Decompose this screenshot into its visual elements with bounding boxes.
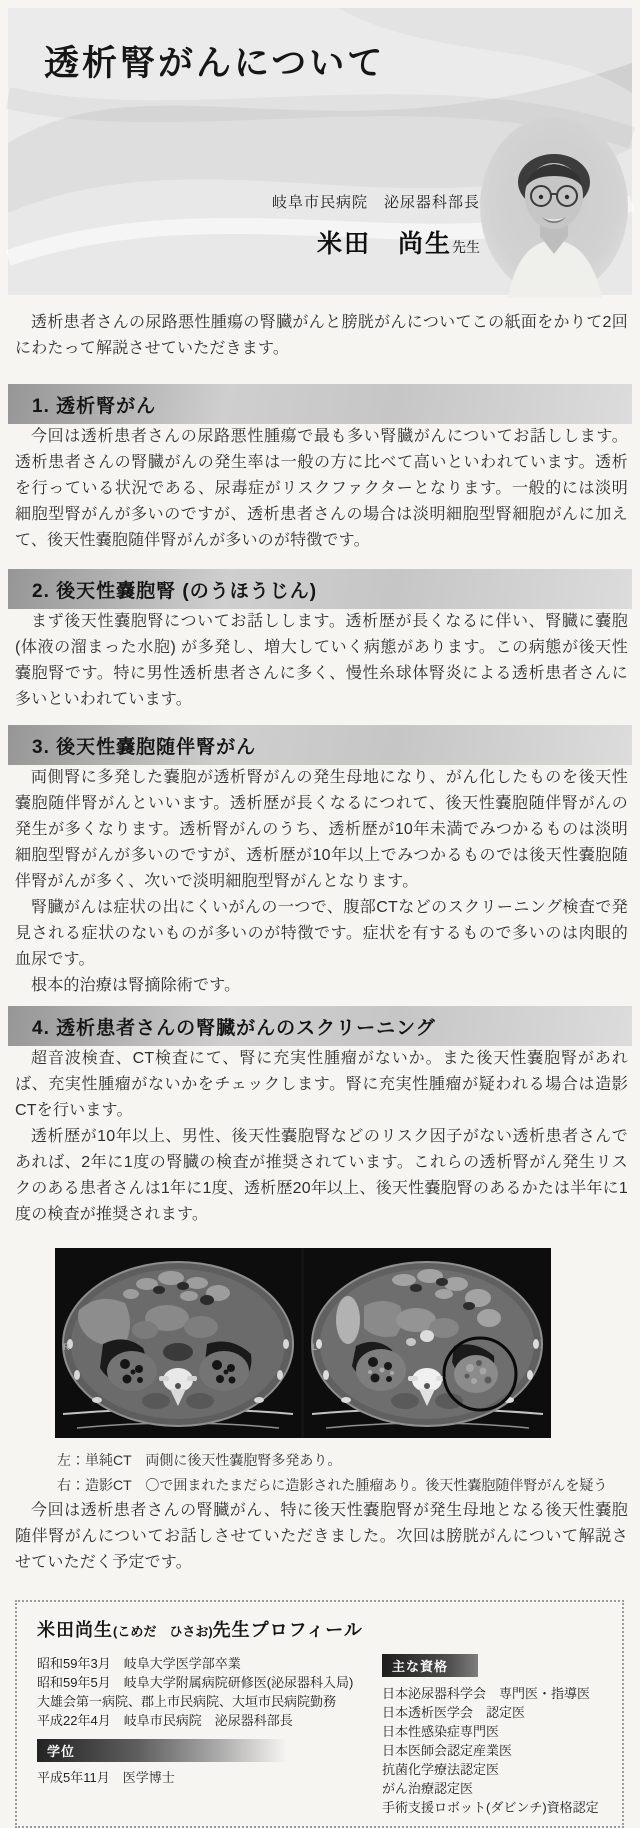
section3-paragraph-3: 根本的治療は腎摘除術です。	[31, 977, 241, 994]
profile-name-kana: (こめだ ひさお)	[113, 1624, 213, 1639]
section3-paragraph-2: 腎臓がんは症状の出にくいがんの一つで、腹部CTなどのスクリーニング検査で発見される症状のないものが多いのが特徴です。症状を有するもので多いのは肉眼的血尿です。	[15, 899, 628, 968]
profile-title-suffix: 先生プロフィール	[212, 1620, 363, 1640]
byline-block	[272, 191, 480, 260]
qualification-row: 日本性感染症専門医	[382, 1724, 500, 1739]
caption-left-ct: 左：単純CT 両側に後天性嚢胞腎多発あり。	[57, 1452, 342, 1468]
ct-side-label-left: L	[312, 1342, 318, 1352]
qualification-row: がん治療認定医	[382, 1781, 474, 1796]
ct-image-contrast	[304, 1248, 551, 1438]
doctor-profile-box	[15, 1600, 624, 1828]
qualification-row: 日本泌尿器科学会 専門医・指導医	[382, 1686, 591, 1701]
career-row: 平成22年4月 岐阜市民病院 泌尿器科部長	[37, 1713, 293, 1728]
degree-label-bar: 学位	[37, 1739, 287, 1762]
qualification-row: 日本透析医学会 認定医	[382, 1705, 526, 1720]
section3-paragraph-1: 両側腎に多発した嚢胞が透析腎がんの発生母地になり、がん化したものを後天性嚢胞随伴腎がんといいます。透析歴が長くなるにつれて、後天性嚢胞随伴腎がんの発生が多くなります。透析腎がんのうち、透析歴が10年未満でみつかるものは淡明細胞型腎がんが多いのですが、透析歴が10年以上でみつかるものでは後天性嚢胞随伴腎がんが多く、次いで淡明細胞型腎がんとなります。	[15, 769, 628, 890]
section-heading-4: 4. 透析患者さんの腎臓がんのスクリーニング	[8, 1006, 632, 1046]
doctor-name: 米田 尚生先生	[316, 230, 480, 258]
career-row: 昭和59年3月 岐阜大学医学部卒業	[37, 1656, 241, 1671]
qualifications-label-bar: 主な資格	[382, 1654, 478, 1677]
article-body	[15, 310, 628, 1828]
section4-paragraph-2: 透析歴が10年以上、男性、後天性嚢胞腎などのリスク因子がない透析患者さんであれば、2年に1度の腎臓の検査が推奨されています。これらの透析腎がん発生リスクのある患者さんは1年に1度、透析歴20年以上、後天性嚢胞腎のあるかたは半年に1度の検査が推奨されます。	[15, 1128, 628, 1223]
closing-paragraph: 今回は透析患者さんの腎臓がん、特に後天性嚢胞腎が発生母地となる後天性嚢胞随伴腎がんについてお話しさせていただきました。次回は膀胱がんについて解説させていただく予定です。	[15, 1502, 628, 1571]
qualification-row: 日本医師会認定産業医	[382, 1743, 513, 1758]
profile-qualifications-column	[382, 1654, 606, 1817]
doctor-affiliation: 岐阜市民病院 泌尿器科部長	[271, 194, 480, 211]
intro-paragraph: 透析患者さんの尿路悪性腫瘍の腎臓がんと膀胱がんについてこの紙面をかりて2回にわたって解説させていただきます。	[15, 314, 628, 357]
figure-captions	[57, 1448, 628, 1498]
hero-header	[8, 8, 632, 295]
section1-paragraph: 今回は透析患者さんの尿路悪性腫瘍で最も多い腎臓がんについてお話しします。透析患者さんの腎臓がんの発生率は一般の方に比べて高いといわれています。透析を行っている状況である、尿毒症がリスクファクターとなります。一般的には淡明細胞型腎がんが多いのですが、透析患者さんの場合は淡明細胞型腎細胞がんに加えて、後天性嚢胞随伴腎がんが多いのが特徴です。	[15, 428, 628, 549]
career-row: 昭和59年5月 岐阜大学附属病院研修医(泌尿器科入局)	[37, 1675, 354, 1690]
section2-paragraph: まず後天性嚢胞腎についてお話しします。透析歴が長くなるに伴い、腎臓に嚢胞 (体液の溜まった水胞) が多発し、増大していく病態があります。この病態が後天性嚢胞腎です。特に男性透析患者さんに多く、慢性糸球体腎炎による透析患者さんに多いといわれています。	[15, 613, 628, 708]
profile-career-column	[37, 1654, 382, 1817]
profile-title	[37, 1616, 606, 1642]
page-title: 透析腎がんについて	[44, 44, 386, 83]
career-row: 大雄会第一病院、郡上市民病院、大垣市民病院勤務	[37, 1694, 337, 1709]
profile-name: 米田尚生	[37, 1620, 113, 1640]
ct-side-label-right: R	[63, 1342, 70, 1352]
section-heading-2: 2. 後天性嚢胞腎 (のうほうじん)	[8, 569, 632, 609]
qualification-row: 抗菌化学療法認定医	[382, 1762, 500, 1777]
ct-image-plain	[55, 1248, 301, 1438]
section-heading-1: 1. 透析腎がん	[8, 384, 632, 424]
degree-row: 平成5年11月 医学博士	[37, 1770, 175, 1785]
ct-scan-figure	[55, 1248, 551, 1438]
doctor-portrait-photo	[478, 114, 630, 298]
qualification-row: 手術支援ロボット(ダビンチ)資格認定	[382, 1800, 599, 1815]
profile-columns	[37, 1654, 606, 1817]
section-heading-3: 3. 後天性嚢胞随伴腎がん	[8, 725, 632, 765]
caption-right-ct: 右：造影CT 〇で囲まれたまだらに造影された腫瘤あり。後天性嚢胞随伴腎がんを疑う	[57, 1477, 608, 1493]
doctor-honorific: 先生	[452, 239, 480, 255]
section4-paragraph-1: 超音波検査、CT検査にて、腎に充実性腫瘤がないか。また後天性嚢胞腎があれば、充実性腫瘤がないかをチェックします。腎に充実性腫瘤が疑われる場合は造影CTを行います。	[15, 1050, 628, 1119]
